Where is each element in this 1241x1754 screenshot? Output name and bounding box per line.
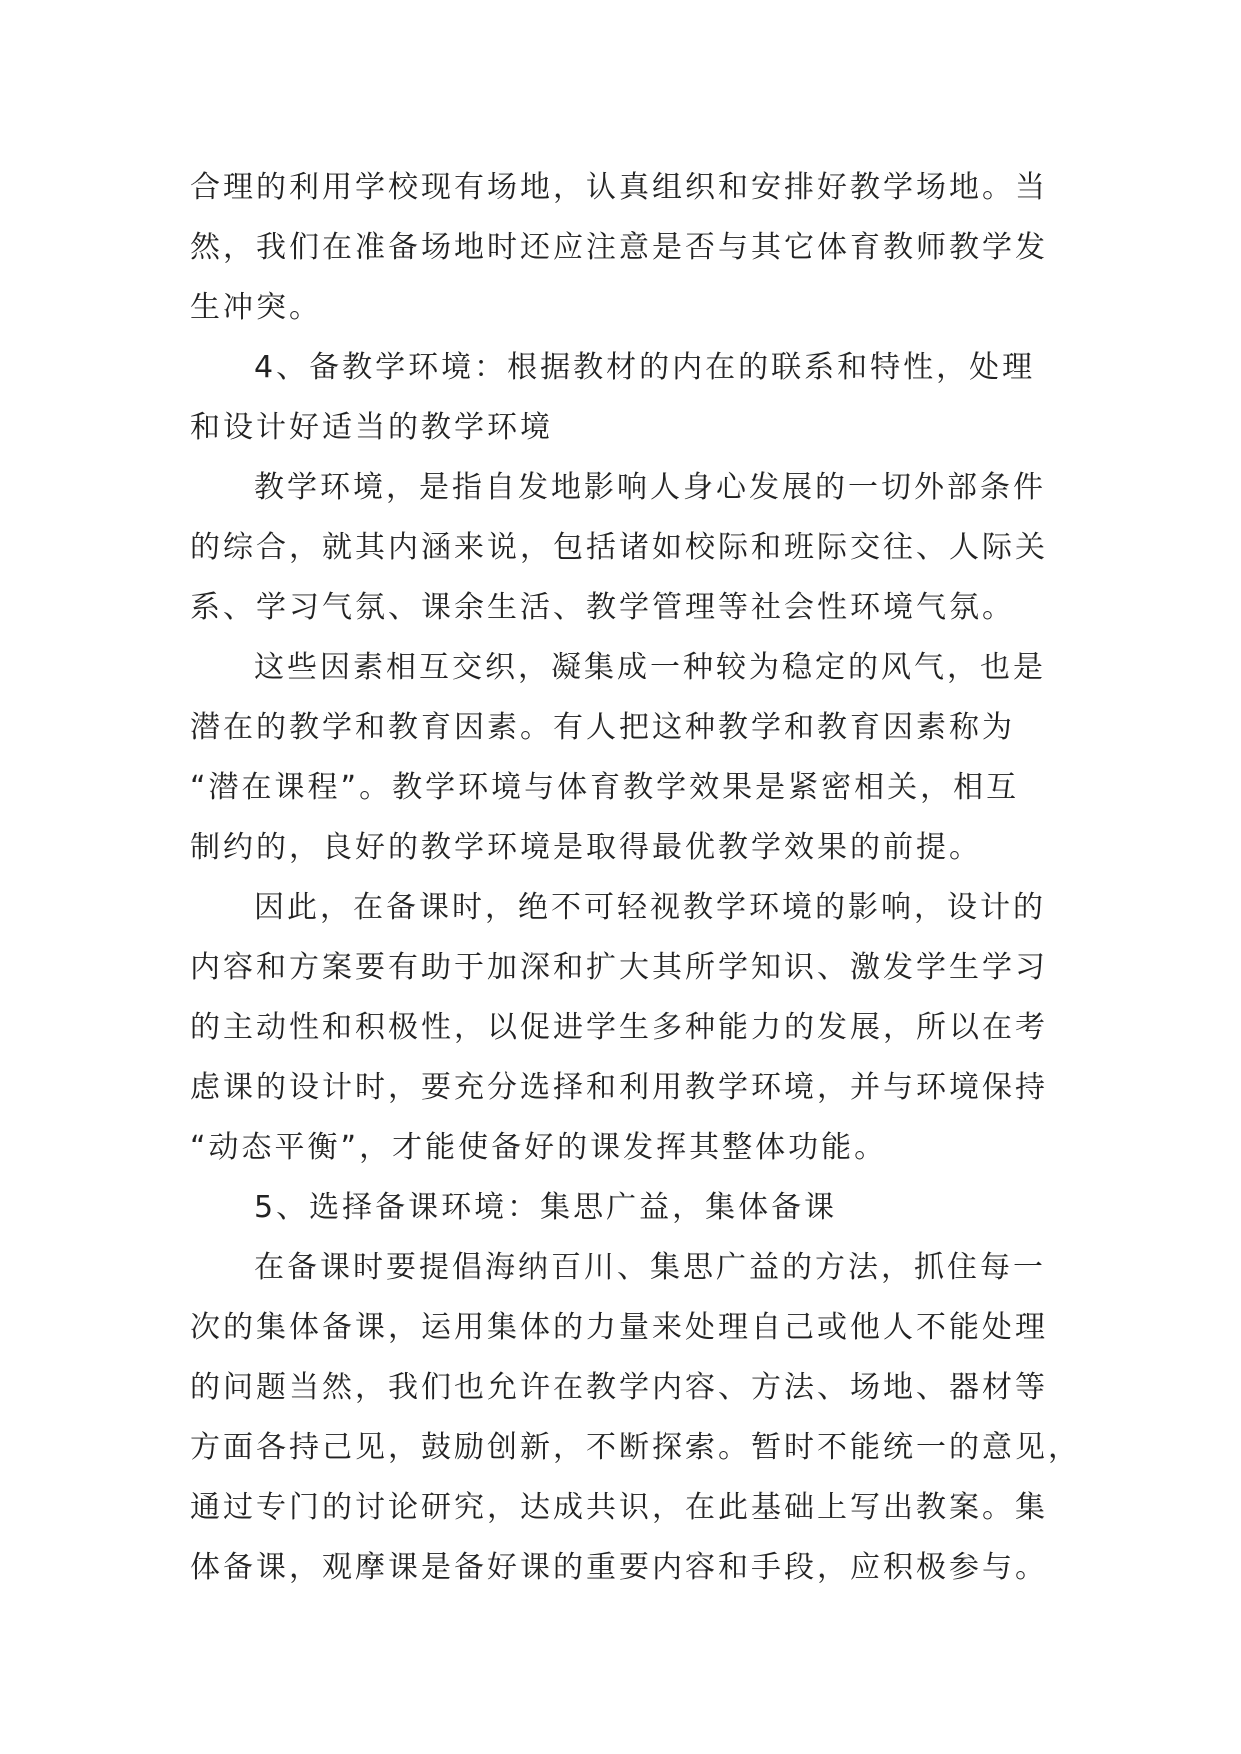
text-line: “潜在课程”。教学环境与体育教学效果是紧密相关，相互 — [190, 770, 1020, 805]
paragraph-start: 这些因素相互交织，凝集成一种较为稳定的风气，也是 — [254, 650, 1046, 685]
paragraph-start: 因此，在备课时，绝不可轻视教学环境的影响，设计的 — [254, 890, 1046, 925]
text-line: 体备课，观摩课是备好课的重要内容和手段，应积极参与。 — [190, 1550, 1048, 1585]
text-line: 通过专门的讨论研究，达成共识，在此基础上写出教案。集 — [190, 1490, 1048, 1525]
section-heading-4: 4、备教学环境：根据教材的内在的联系和特性，处理 — [254, 350, 1036, 385]
text-line: 潜在的教学和教育因素。有人把这种教学和教育因素称为 — [190, 710, 1015, 745]
text-line: 合理的利用学校现有场地，认真组织和安排好教学场地。当 — [190, 170, 1048, 205]
section-heading-4-continued: 和设计好适当的教学环境 — [190, 410, 553, 445]
text-line: 的综合，就其内涵来说，包括诸如校际和班际交往、人际关 — [190, 530, 1048, 565]
section-heading-5: 5、选择备课环境：集思广益，集体备课 — [254, 1190, 838, 1225]
text-line: 的问题当然，我们也允许在教学内容、方法、场地、器材等 — [190, 1370, 1048, 1405]
text-line: 生冲突。 — [190, 290, 322, 325]
paragraph-start: 教学环境，是指自发地影响人身心发展的一切外部条件 — [254, 470, 1046, 505]
text-line: 次的集体备课，运用集体的力量来处理自己或他人不能处理 — [190, 1310, 1048, 1345]
text-line: 内容和方案要有助于加深和扩大其所学知识、激发学生学习 — [190, 950, 1048, 985]
document-body — [190, 158, 1080, 1598]
text-line: “动态平衡”，才能使备好的课发挥其整体功能。 — [190, 1130, 888, 1165]
text-line: 方面各持己见，鼓励创新，不断探索。暂时不能统一的意见， — [190, 1430, 1081, 1465]
text-line: 制约的，良好的教学环境是取得最优教学效果的前提。 — [190, 830, 982, 865]
text-line: 系、学习气氛、课余生活、教学管理等社会性环境气氛。 — [190, 590, 1015, 625]
text-line: 然，我们在准备场地时还应注意是否与其它体育教师教学发 — [190, 230, 1048, 265]
paragraph-start: 在备课时要提倡海纳百川、集思广益的方法，抓住每一 — [254, 1250, 1046, 1285]
text-line: 虑课的设计时，要充分选择和利用教学环境，并与环境保持 — [190, 1070, 1048, 1105]
text-line: 的主动性和积极性，以促进学生多种能力的发展，所以在考 — [190, 1010, 1048, 1045]
